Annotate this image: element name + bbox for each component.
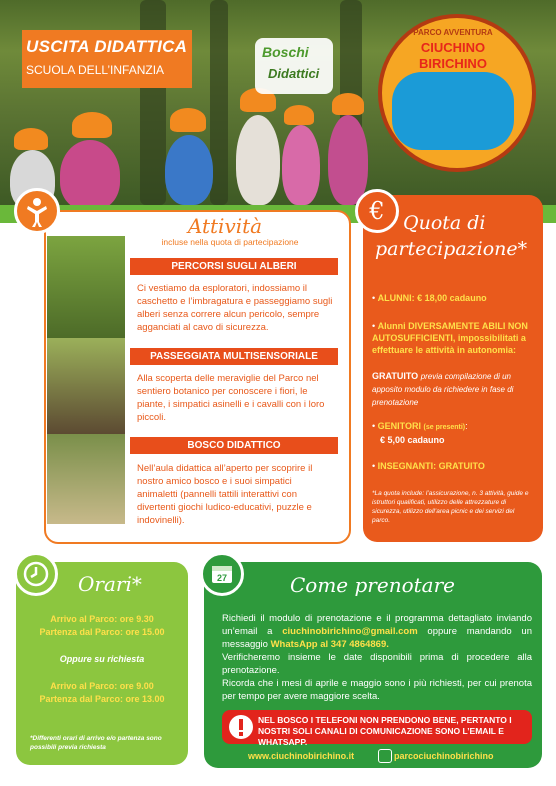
page-subtitle: SCUOLA DELL’INFANZIA xyxy=(26,63,165,77)
logo-text: Didattici xyxy=(268,66,320,81)
orari-line: Arrivo al Parco: ore 9.00 xyxy=(50,681,154,691)
photo-donkey xyxy=(47,338,125,434)
child xyxy=(60,140,120,205)
section-text: Ci vestiamo da esploratori, indossiamo il caschetto e l’imbragatura e passeggiamo sugli alberi senza correre alcun pericolo, sempre agganciati al cavo di sicurezza. xyxy=(137,283,333,333)
instagram-icon xyxy=(378,749,392,763)
quota-item-genitori: • GENITORI (se presenti): € 5,00 cadauno xyxy=(372,421,468,445)
orari-line: Partenza dal Parco: ore 15.00 xyxy=(39,627,165,637)
genitori-label: GENITORI xyxy=(377,421,421,431)
prenotare-p2: Verificheremo insieme le date disponibili prima di procedere alla prenotazione. xyxy=(222,652,532,676)
alert-icon xyxy=(228,714,254,740)
orari-footnote: *Differenti orari di arrivo e/o partenza sono possibili previa richiesta xyxy=(30,735,162,751)
genitori-price: € 5,00 cadauno xyxy=(380,435,445,445)
clock-icon xyxy=(14,552,58,596)
quota-footnote: *La quota include: l’assicurazione, n. 3 attività, guide e istruttori qualificati, utilizzo delle attrezzature di sicurezza, utilizzo dell’area picnic e dei servizi del parco. xyxy=(372,490,529,524)
quota-title: Quota di xyxy=(403,212,486,234)
quota-alunni: ALUNNI: € 18,00 cadauno xyxy=(377,293,487,303)
quota-disabili: Alunni DIVERSAMENTE ABILI NON AUTOSUFFICIENTI, impossibilitati a effettuare le attività in autonomia: xyxy=(372,321,528,355)
genitori-note: (se presenti) xyxy=(423,424,466,431)
parco-logo-donkey xyxy=(392,72,514,150)
quota-item-alunni: • ALUNNI: € 18,00 cadauno xyxy=(372,293,487,303)
calendar-day: 27 xyxy=(216,573,228,583)
helmet xyxy=(72,112,112,138)
warning-text: NEL BOSCO I TELEFONI NON PRENDONO BENE, PERTANTO I NOSTRI SOLI CANALI DI COMUNICAZIONE SONO L’EMAIL E WHATSAPP. xyxy=(258,715,512,747)
quota-item-insegnanti: • INSEGNANTI: GRATUITO xyxy=(372,461,485,471)
attivita-title: Attività xyxy=(187,214,263,238)
orari-line: Arrivo al Parco: ore 9.30 xyxy=(50,614,154,624)
photo-tree-course xyxy=(47,236,125,338)
child xyxy=(236,115,280,205)
orari-title: Orari* xyxy=(78,572,142,596)
orari-line: Partenza dal Parco: ore 13.00 xyxy=(39,694,165,704)
helmet xyxy=(284,105,314,125)
prenotare-p1b: oppure mandando un messaggio xyxy=(222,626,532,650)
logo-text: Boschi xyxy=(262,44,309,60)
instagram-link[interactable]: parcociuchinobirichino xyxy=(394,751,494,761)
euro-icon xyxy=(355,189,399,233)
parco-logo-text: CIUCHINO xyxy=(420,40,486,55)
gratuito-label: GRATUITO xyxy=(372,371,419,381)
section-heading: PERCORSI SUGLI ALBERI xyxy=(130,258,338,275)
quota-item-gratuito xyxy=(372,370,532,409)
child xyxy=(282,125,320,205)
insegnanti-label: INSEGNANTI: GRATUITO xyxy=(377,461,485,471)
section-text: Alla scoperta delle meraviglie del Parco nel sentiero botanico per conoscere i fiori, le piante, i simpatici asinelli e i cavalli con i loro piccoli. xyxy=(137,373,325,423)
helmet xyxy=(14,128,48,150)
orari-oppure: Oppure su richiesta xyxy=(59,654,145,664)
photo-children xyxy=(47,434,125,524)
website-link[interactable]: www.ciuchinobirichino.it xyxy=(248,751,355,761)
email-link[interactable]: ciuchinobirichino@gmail.com xyxy=(282,626,418,637)
svg-text:€: € xyxy=(369,197,385,225)
section-heading: PASSEGGIATA MULTISENSORIALE xyxy=(130,348,338,365)
helmet xyxy=(170,108,206,132)
parco-logo-text: PARCO AVVENTURA xyxy=(413,28,493,37)
person-icon xyxy=(14,188,60,234)
whatsapp-link[interactable]: WhatsApp al 347 4864869. xyxy=(270,639,389,650)
helmet xyxy=(332,93,364,115)
prenotare-p1: Richiedi il modulo di prenotazione e il programma dettagliato inviando un’email a xyxy=(222,613,532,637)
parco-logo-text: BIRICHINO xyxy=(419,56,487,71)
page-title: USCITA DIDATTICA xyxy=(26,37,188,56)
prenotare-title: Come prenotare xyxy=(290,573,455,597)
prenotare-p3: Ricorda che i mesi di aprile e maggio sono i più richiesti, per cui prenota per tempo per avere maggiore scelta. xyxy=(222,678,532,702)
calendar-icon xyxy=(200,552,244,596)
section-heading: BOSCO DIDATTICO xyxy=(130,437,338,454)
quota-title: partecipazione* xyxy=(375,238,528,260)
child xyxy=(165,135,213,205)
quota-item-disabili: • Alunni DIVERSAMENTE ABILI NON AUTOSUFFICIENTI, impossibilitati a effettuare le attività in autonomia: xyxy=(372,321,528,355)
attivita-subtitle: incluse nella quota di partecipazione xyxy=(161,237,299,247)
prenotare-text xyxy=(222,612,532,703)
section-text: Nell’aula didattica all’aperto per scoprire il nostro amico bosco e i suoi simpatici animaletti (pannelli tattili interattivi con divertenti giochi ludico-educativi, puzzle e indovinelli). xyxy=(137,463,313,526)
gratuito-note: previa compilazione di un apposito modulo da richiedere in fase di prenotazione xyxy=(372,372,514,407)
